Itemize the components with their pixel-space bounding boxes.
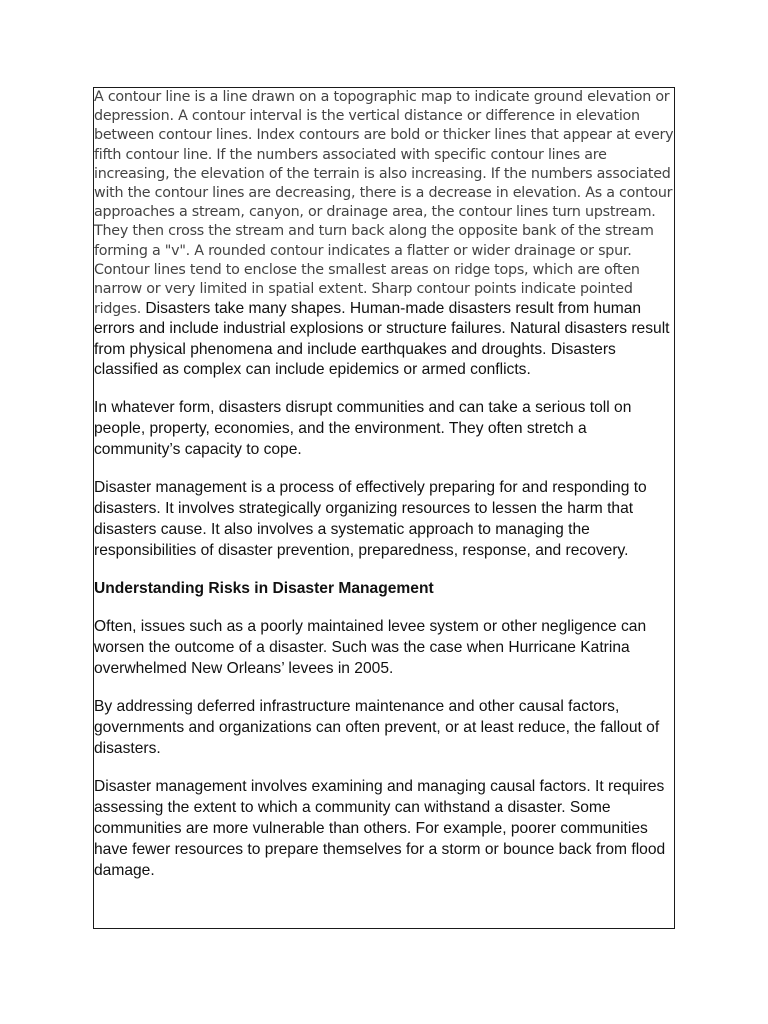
paragraph-disruption: In whatever form, disasters disrupt communities and can take a serious toll on people, property, economies, and the environment. They often stretch a community’s capacity to cope. <box>94 399 632 459</box>
disaster-types-text: Disasters take many shapes. Human-made disasters result from human errors and include industrial explosions or structure failures. Natural disasters result from physical phenomena and include earthquakes and droughts. Disasters classified as complex can include epidemics or armed conflicts. <box>94 300 670 378</box>
paragraph-causal-factors: Disaster management involves examining and managing causal factors. It requires assessing the extent to which a community can withstand a disaster. Some communities are more vulnerable than others. For example, poorer communities have fewer resources to prepare themselves for a storm or bounce back from flood damage. <box>94 778 666 880</box>
section-heading: Understanding Risks in Disaster Management <box>94 580 434 598</box>
contour-text: A contour line is a line drawn on a topographic map to indicate ground elevation or depression. A contour interval is the vertical distance or difference in elevation between contour lines. Index contours are bold or thicker lines that appear at every fifth contour line. If the numbers associated with specific contour lines are increasing, the elevation of the terrain is also increasing. If the numbers associated with the contour lines are decreasing, there is a decrease in elevation. As a contour approaches a stream, canyon, or drainage area, the contour lines turn upstream. They then cross the stream and turn back along the opposite bank of the stream forming a "v". A rounded contour indicates a flatter or wider drainage or spur. Contour lines tend to enclose the smallest areas on ridge tops, which are often narrow or very limited in spatial extent. Sharp contour points indicate pointed ridges. <box>94 89 674 318</box>
document-body <box>94 88 675 881</box>
paragraph-disaster-management: Disaster management is a process of effectively preparing for and responding to disasters. It involves strategically organizing resources to lessen the harm that disasters cause. It also involves a systematic approach to managing the responsibilities of disaster prevention, preparedness, response, and recovery. <box>94 479 647 560</box>
intro-paragraph <box>94 88 675 380</box>
document-page <box>93 87 675 929</box>
paragraph-infrastructure: By addressing deferred infrastructure maintenance and other causal factors, governments and organizations can often prevent, or at least reduce, the fallout of disasters. <box>94 698 660 758</box>
paragraph-levee: Often, issues such as a poorly maintained levee system or other negligence can worsen the outcome of a disaster. Such was the case when Hurricane Katrina overwhelmed New Orleans’ levees in 2005. <box>94 618 647 678</box>
